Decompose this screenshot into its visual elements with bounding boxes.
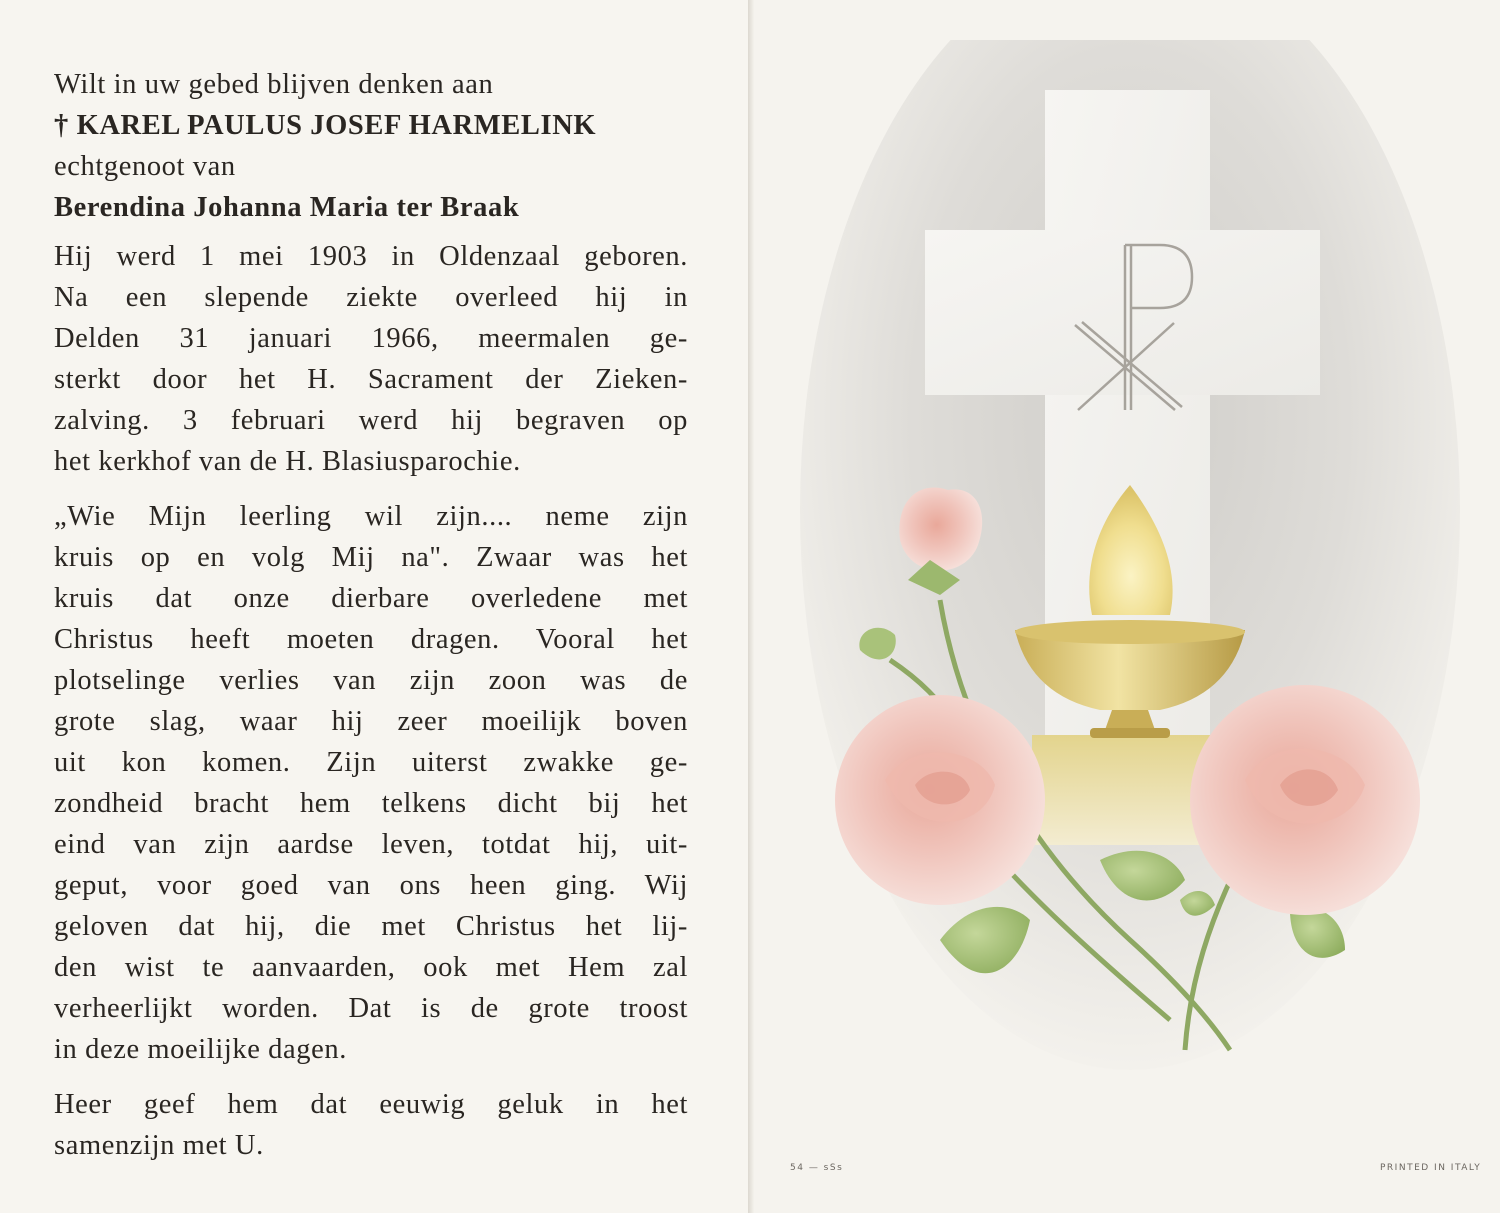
spouse-intro: echtgenoot van <box>54 151 236 182</box>
meditation <box>54 496 688 1070</box>
bio-line: Na een slepende ziekte overleed hij in <box>54 282 688 313</box>
meditation-line: uit kon komen. Zijn uiterst zwakke ge- <box>54 747 688 778</box>
deceased-name: † KAREL PAULUS JOSEF HARMELINK <box>54 110 597 141</box>
bio-line: zalving. 3 februari werd hij begraven op <box>54 405 688 436</box>
meditation-line: in deze moeilijke dagen. <box>54 1034 347 1065</box>
meditation-line: geput, voor goed van ons heen ging. Wij <box>54 870 688 901</box>
bio-line: Delden 31 januari 1966, meermalen ge- <box>54 323 688 354</box>
prayer-line: samenzijn met U. <box>54 1130 264 1161</box>
memorial-text <box>54 64 688 1166</box>
prayer <box>54 1084 688 1166</box>
bio-line: het kerkhof van de H. Blasiusparochie. <box>54 446 521 477</box>
prayer-line: Heer geef hem dat eeuwig geluk in het <box>54 1089 688 1120</box>
intro-line: Wilt in uw gebed blijven denken aan <box>54 69 494 100</box>
meditation-line: eind van zijn aardse leven, totdat hij, uit- <box>54 829 688 860</box>
printed-in-italy-note: PRINTED IN ITALY <box>1380 1163 1482 1173</box>
meditation-line: zondheid bracht hem telkens dicht bij het <box>54 788 688 819</box>
bio-line: sterkt door het H. Sacrament der Zieken- <box>54 364 688 395</box>
meditation-line: verheerlijkt worden. Dat is de grote troost <box>54 993 688 1024</box>
meditation-line: den wist te aanvaarden, ook met Hem zal <box>54 952 688 983</box>
biography <box>54 236 688 482</box>
bio-line: Hij werd 1 mei 1903 in Oldenzaal geboren. <box>54 241 688 272</box>
meditation-line: „Wie Mijn leerling wil zijn.... neme zijn <box>54 501 688 532</box>
meditation-line: Christus heeft moeten dragen. Vooral het <box>54 624 688 655</box>
print-code: 54 — sSs <box>790 1163 844 1173</box>
meditation-line: kruis op en volg Mij na". Zwaar was het <box>54 542 688 573</box>
meditation-line: plotselinge verlies van zijn zoon was de <box>54 665 688 696</box>
meditation-line: grote slag, waar hij zeer moeilijk boven <box>54 706 688 737</box>
meditation-line: kruis dat onze dierbare overledene met <box>54 583 688 614</box>
cross-chi-rho-flame-roses-icon <box>800 40 1460 1120</box>
spouse-name: Berendina Johanna Maria ter Braak <box>54 192 520 223</box>
meditation-line: geloven dat hij, die met Christus het lij- <box>54 911 688 942</box>
